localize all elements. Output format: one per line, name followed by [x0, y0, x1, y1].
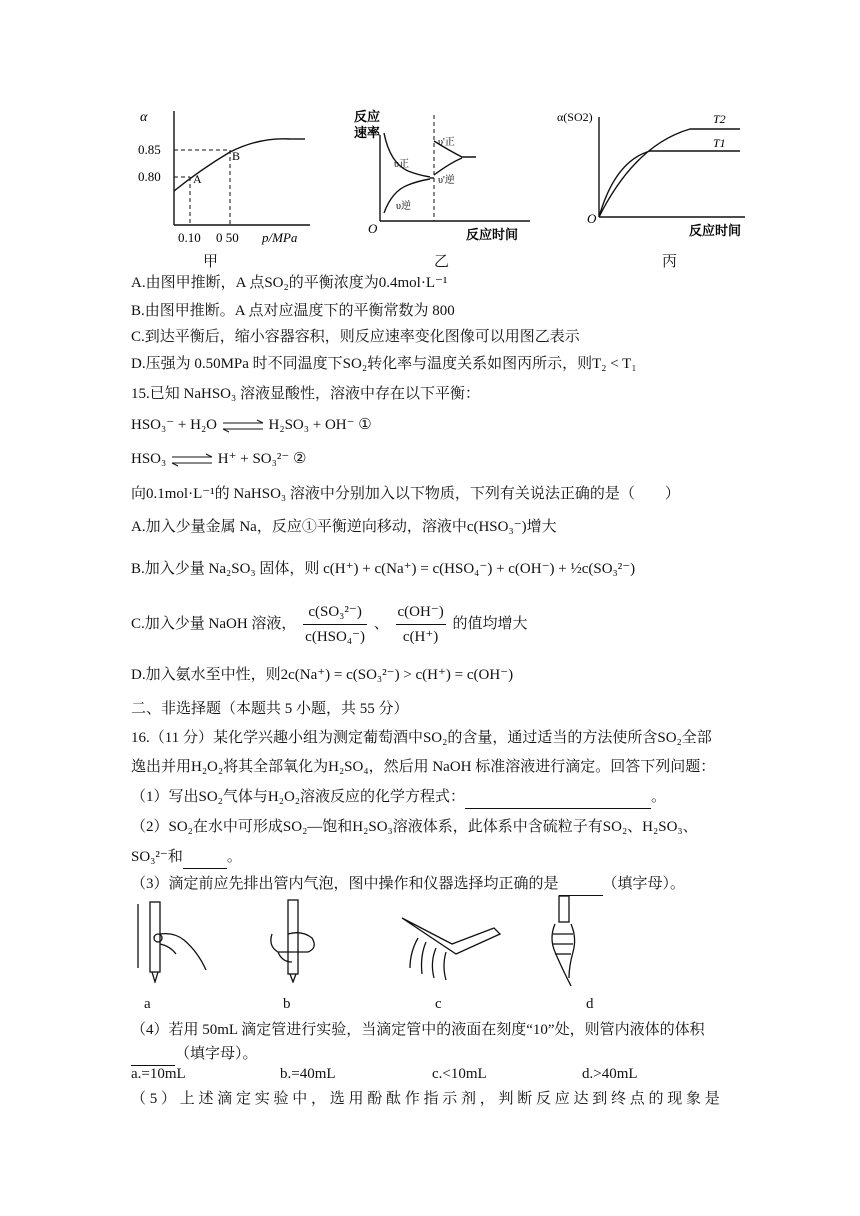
reversible-arrow-icon: [170, 453, 214, 467]
caption-bing: 丙: [662, 254, 678, 270]
jia-ylabel: α: [140, 110, 148, 125]
yi-label-v-forward: υ正: [394, 159, 409, 170]
bing-origin: O: [587, 211, 597, 226]
yi-ylabel-1: 反应: [354, 109, 381, 124]
q16-option-b: b.=40mL: [280, 1066, 336, 1082]
q14-option-c: C.到达平衡后，缩小容器容积，则反应速率变化图像可以用图乙表示: [131, 329, 580, 345]
yi-label-v2-forward: υ'正: [438, 137, 455, 148]
q15-equilibrium-1: [131, 414, 372, 436]
pic-label-c: c: [435, 996, 442, 1012]
bing-xlabel: 反应时间: [689, 223, 742, 238]
q16-part-1: [131, 786, 666, 809]
section-heading: 二、非选择题（本题共 5 小题，共 55 分）: [131, 701, 409, 717]
q16-line-2: 逸出并用H₂O₂将其全部氧化为H₂SO₄，然后用 NaOH 标准溶液进行滴定。回答下列问题：: [131, 759, 716, 775]
q15-option-c-suffix: 的值均增大: [452, 615, 528, 632]
eq2-right: H⁺ + SO₃²⁻ ②: [217, 451, 307, 467]
q15-option-b: [131, 558, 635, 580]
q15-equilibrium-2: [131, 448, 306, 470]
answer-blank[interactable]: [559, 873, 603, 896]
separator: 、: [373, 615, 389, 632]
q16-part-4: （4）若用 50mL 滴定管进行实验，当滴定管中的液面在刻度“10”处，则管内液体的体积: [131, 1022, 705, 1038]
q15-option-b-expression: c(H⁺) + c(Na⁺) = c(HSO₄⁻) + c(OH⁻) + ½c(SO₃²⁻): [323, 561, 636, 577]
figure-jia: [130, 105, 320, 270]
q16-part-3-text: （3）滴定前应先排出管内气泡，图中操作和仪器选择均正确的是: [131, 876, 559, 892]
bing-curve-t1-label: T1: [713, 136, 726, 150]
q14-option-d: D.压强为 0.50MPa 时不同温度下SO₂转化率与温度关系如图丙所示，则T₂ < T₁: [131, 356, 637, 372]
q15-option-d: D.加入氨水至中性，则2c(Na⁺) = c(SO₃²⁻) > c(H⁺) = c(OH⁻): [131, 667, 514, 683]
q16-part-2: （2）SO₂在水中可形成SO₂—饱和H₂SO₃溶液体系，此体系中含硫粒子有SO₂、H₂SO₃、: [131, 819, 698, 835]
q15-option-c-prefix: C.加入少量 NaOH 溶液，: [131, 615, 297, 632]
fraction-2-numerator: c(OH⁻): [396, 600, 446, 625]
q15-option-b-prefix: B.加入少量 Na₂SO₃ 固体，则: [131, 561, 320, 577]
figure-bing: [555, 105, 755, 245]
caption-yi: 乙: [434, 254, 450, 270]
yi-v-forward: [384, 133, 430, 177]
yi-ylabel-2: 速率: [354, 125, 381, 140]
jia-curve: [174, 139, 290, 191]
fraction-1-denominator: c(HSO₄⁻): [305, 629, 365, 645]
yi-label-v-reverse: υ逆: [396, 201, 411, 212]
q14-option-b: B.由图甲推断。A 点对应温度下的平衡常数为 800: [131, 303, 455, 319]
yi-xlabel: 反应时间: [466, 227, 519, 242]
figure-yi: [350, 105, 545, 245]
q16-option-d: d.>40mL: [582, 1066, 638, 1082]
jia-ytick-085: 0.85: [138, 142, 161, 157]
q15-ask: 向0.1mol·L⁻¹的 NaHSO₃ 溶液中分别加入以下物质，下列有关说法正确的是（ ）: [131, 486, 680, 502]
burette-figure-b: [262, 898, 332, 983]
q16-option-a: a.=10mL: [131, 1066, 186, 1082]
q16-option-c: c.<10mL: [432, 1066, 487, 1082]
jia-xlabel: p/MPa: [262, 230, 298, 245]
burette-figure-c: [396, 894, 506, 984]
answer-blank[interactable]: [183, 846, 227, 869]
q16-part-5: （ 5 ） 上 述 滴 定 实 验 中 ， 选 用 酚 酞 作 指 示 剂 ， 判 断 反 应 达 到 终 点 的 现 象 是: [131, 1091, 720, 1107]
bing-ylabel: α(SO2): [557, 110, 593, 124]
eq2-left: HSO₃: [131, 451, 167, 467]
eq1-left: HSO₃⁻ + H₂O: [131, 417, 218, 433]
q16-part-3: [131, 873, 685, 896]
q15-option-c: [131, 600, 528, 649]
pic-label-d: d: [586, 996, 594, 1012]
bing-curve-t2-label: T2: [713, 112, 726, 126]
q16-part-2b-end: 。: [226, 849, 242, 865]
eq1-right: H₂SO₃ + OH⁻ ①: [268, 417, 372, 433]
pic-label-a: a: [144, 996, 151, 1012]
q16-part-3-end: （填字母）。: [602, 876, 686, 892]
fraction-1-numerator: c(SO₃²⁻): [303, 600, 367, 625]
q16-part-1-end: 。: [651, 789, 667, 805]
q15-option-a: A.加入少量金属 Na，反应①平衡逆向移动，溶液中c(HSO₃⁻)增大: [131, 519, 557, 535]
jia-ytick-080: 0.80: [138, 169, 161, 184]
answer-blank[interactable]: [465, 786, 651, 809]
q16-part-2b-text: SO₃²⁻和: [131, 849, 183, 865]
q15-stem: 15.已知 NaHSO₃ 溶液显酸性，溶液中存在以下平衡：: [131, 386, 480, 402]
fraction-2: [396, 600, 446, 649]
q16-part-4b-end: （填字母）。: [175, 1046, 258, 1062]
q14-option-a: A.由图甲推断，A 点SO₂的平衡浓度为0.4mol·L⁻¹: [131, 275, 448, 291]
q16-part-1-text: （1）写出SO₂气体与H₂O₂溶液反应的化学方程式：: [131, 789, 466, 805]
jia-point-b: B: [232, 149, 241, 163]
q16-line-1: 16.（11 分）某化学兴趣小组为测定葡萄酒中SO₂的含量，通过适当的方法使所含SO₂全部: [131, 730, 712, 746]
answer-blank[interactable]: [131, 1043, 175, 1066]
caption-jia: 甲: [203, 254, 219, 270]
jia-xtick-010: 0.10: [178, 230, 201, 245]
pic-label-b: b: [283, 996, 291, 1012]
jia-xtick-050: 0 50: [216, 230, 239, 245]
yi-origin: O: [368, 221, 378, 236]
yi-v2-reverse: [434, 158, 462, 175]
yi-label-v2-reverse: υ'逆: [438, 175, 455, 186]
jia-point-a: A: [193, 172, 202, 186]
fraction-2-denominator: c(H⁺): [402, 629, 439, 645]
q16-part-2b: [131, 846, 242, 869]
reversible-arrow-icon: [221, 419, 265, 433]
burette-figure-d: [545, 894, 595, 989]
fraction-1: [303, 600, 367, 649]
bing-curve-t1: [599, 151, 740, 217]
burette-figure-a: [130, 898, 210, 983]
q16-part-4b: [131, 1043, 258, 1066]
